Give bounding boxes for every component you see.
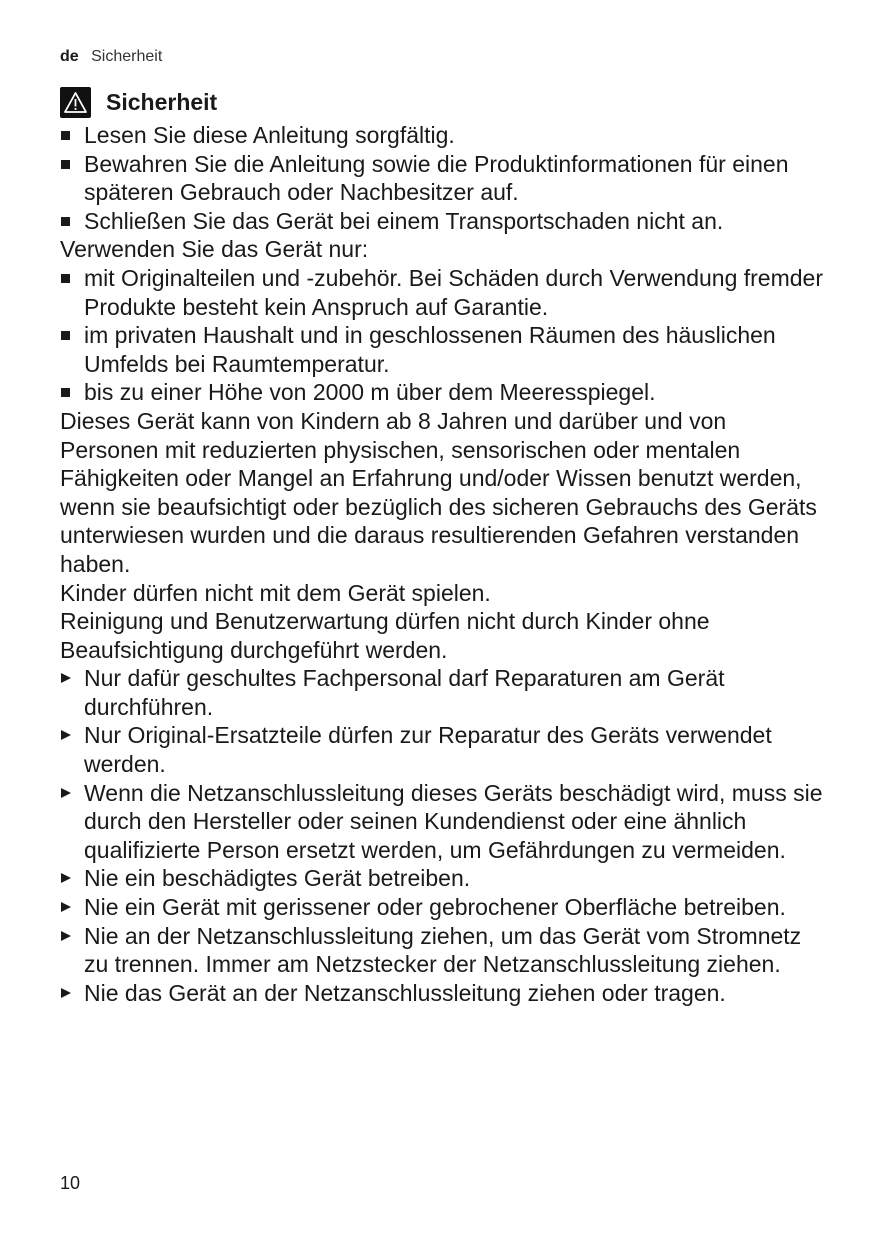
intro-list [60, 121, 830, 235]
page-number: 10 [60, 1173, 81, 1193]
paragraph: Dieses Gerät kann von Kindern ab 8 Jahren und darüber und von Personen mit reduzierten physischen, sensorischen oder mentalen Fähigkeiten oder Mangel an Erfahrung und/oder Wissen benutzt werden, wenn sie beaufsichtigt oder bezüglich des sicheren Gebrauchs des Geräts unterwiesen wurden und die daraus resultierenden Gefahren verstanden haben. [60, 407, 817, 577]
action-item: Nie das Gerät an der Netzanschlussleitung ziehen oder tragen. [60, 979, 830, 1008]
square-bullet-icon [61, 131, 70, 140]
triangle-bullet-icon [61, 673, 71, 683]
list-item: Bewahren Sie die Anleitung sowie die Produktinformationen für einen späteren Gebrauch oder Nachbesitzer auf. [60, 150, 830, 207]
triangle-bullet-icon [61, 902, 71, 912]
triangle-bullet-icon [61, 988, 71, 998]
square-bullet-icon [61, 217, 70, 226]
paragraph: Reinigung und Benutzerwartung dürfen nicht durch Kinder ohne Beaufsichtigung durchgeführt werden. [60, 608, 710, 663]
action-item: Nie ein beschädigtes Gerät betreiben. [60, 864, 830, 893]
header-section-name: Sicherheit [91, 48, 163, 65]
square-bullet-icon [61, 274, 70, 283]
language-code: de [60, 48, 79, 65]
square-bullet-icon [61, 160, 70, 169]
action-item: Nur Original-Ersatzteile dürfen zur Reparatur des Geräts verwendet werden. [60, 721, 830, 778]
use-list [60, 264, 830, 407]
list-item: im privaten Haushalt und in geschlossenen Räumen des häuslichen Umfelds bei Raumtemperatur. [60, 321, 830, 378]
list-item: Schließen Sie das Gerät bei einem Transportschaden nicht an. [60, 207, 830, 236]
triangle-bullet-icon [61, 873, 71, 883]
list-item: mit Originalteilen und -zubehör. Bei Schäden durch Verwendung fremder Produkte besteht kein Anspruch auf Garantie. [60, 264, 830, 321]
list-item: Lesen Sie diese Anleitung sorgfältig. [60, 121, 830, 150]
action-item: Nur dafür geschultes Fachpersonal darf Reparaturen am Gerät durchführen. [60, 664, 830, 721]
safety-content [60, 85, 830, 1007]
action-item: Wenn die Netzanschlussleitung dieses Geräts beschädigt wird, muss sie durch den Hersteller oder seinen Kundendienst oder eine ähnlich qualifizierte Person ersetzt werden, um Gefährdungen zu vermeiden. [60, 779, 830, 865]
square-bullet-icon [61, 388, 70, 397]
page-header [60, 47, 162, 67]
section-title-text: Sicherheit [106, 88, 218, 115]
triangle-bullet-icon [61, 730, 71, 740]
section-title [60, 85, 830, 119]
use-intro-text: Verwenden Sie das Gerät nur: [60, 236, 369, 263]
action-list [60, 664, 830, 1007]
action-item: Nie an der Netzanschlussleitung ziehen, um das Gerät vom Stromnetz zu trennen. Immer am Netzstecker der Netzanschlussleitung ziehen. [60, 922, 830, 979]
triangle-bullet-icon [61, 931, 71, 941]
list-item: bis zu einer Höhe von 2000 m über dem Meeresspiegel. [60, 378, 830, 407]
paragraph: Kinder dürfen nicht mit dem Gerät spielen. [60, 579, 491, 606]
warning-icon [60, 87, 91, 118]
action-item: Nie ein Gerät mit gerissener oder gebrochener Oberfläche betreiben. [60, 893, 830, 922]
triangle-bullet-icon [61, 788, 71, 798]
square-bullet-icon [61, 331, 70, 340]
